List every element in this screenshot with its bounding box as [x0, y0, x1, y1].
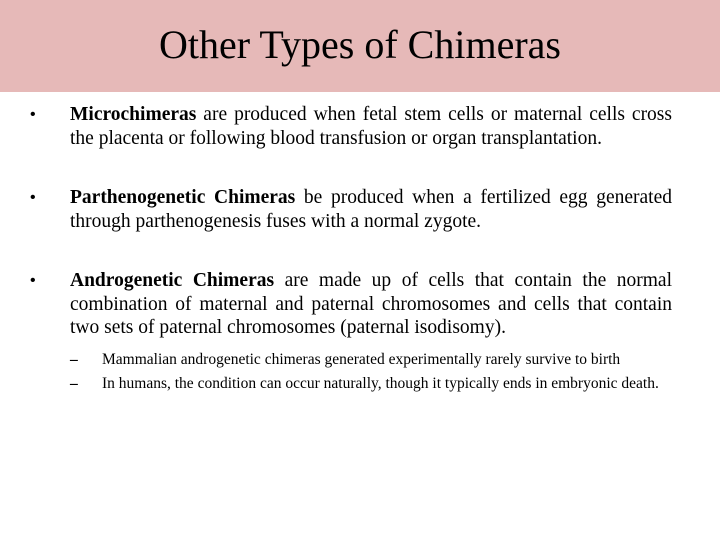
bullet-parthenogenetic [30, 186, 672, 233]
sub-bullet-marker: – [70, 350, 78, 368]
bullet-term: Parthenogenetic Chimeras [70, 187, 296, 208]
sub-bullet-mammalian [30, 350, 672, 370]
slide-title: Other Types of Chimeras [159, 21, 561, 67]
sub-bullet-humans [30, 374, 672, 394]
bullet-marker: • [30, 272, 36, 289]
title-band [0, 0, 720, 92]
bullet-term: Microchimeras [70, 104, 197, 125]
bullet-text: be produced when a fertilized egg generated through parthenogenesis fuses with a normal zygote. [70, 187, 672, 232]
slide-content [30, 103, 672, 398]
bullet-microchimeras [30, 103, 672, 150]
bullet-text: are produced when fetal stem cells or maternal cells cross the placenta or following blood transfusion or organ transplantation. [70, 104, 672, 149]
bullet-marker: • [30, 189, 36, 206]
bullet-text: are made up of cells that contain the normal combination of maternal and paternal chromosomes and cells that contain two sets of paternal chromosomes (paternal isodisomy). [70, 270, 672, 338]
sub-bullet-text: Mammalian androgenetic chimeras generated experimentally rarely survive to birth [102, 350, 621, 368]
bullet-term: Androgenetic Chimeras [70, 270, 275, 291]
sub-bullet-marker: – [70, 374, 78, 392]
bullet-marker: • [30, 106, 36, 123]
bullet-androgenetic [30, 269, 672, 340]
sub-bullet-text: In humans, the condition can occur naturally, though it typically ends in embryonic death. [102, 374, 659, 392]
